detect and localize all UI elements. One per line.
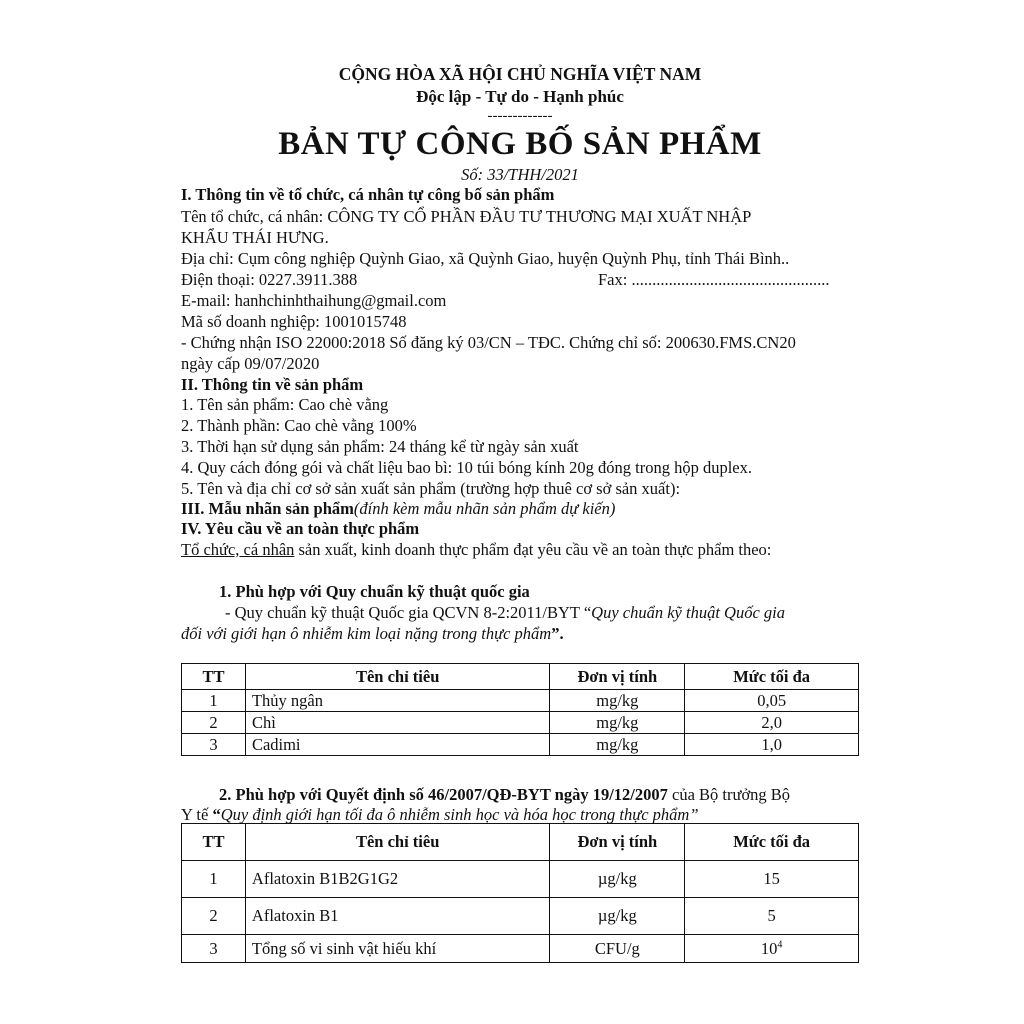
col-header-unit: Đơn vị tính — [550, 824, 685, 861]
sub2-line1-bold: 2. Phù hợp với Quyết định số 46/2007/QĐ-BYT ngày 19/12/2007 — [219, 785, 668, 804]
org-email: E-mail: hanhchinhthaihung@gmail.com — [181, 291, 447, 310]
sub2-line2-italic: Quy định giới hạn tối đa ô nhiễm sinh học và hóa học trong thực phẩm” — [220, 805, 699, 824]
cell-unit: mg/kg — [550, 734, 685, 756]
section3-note: (đính kèm mẫu nhãn sản phẩm dự kiến) — [353, 499, 616, 518]
org-address: Địa chỉ: Cụm công nghiệp Quỳnh Giao, xã Quỳnh Giao, huyện Quỳnh Phụ, tỉnh Thái Bình.. — [181, 249, 790, 268]
org-tax-code: Mã số doanh nghiệp: 1001015748 — [181, 312, 407, 331]
country-header: CỘNG HÒA XÃ HỘI CHỦ NGHĨA VIỆT NAM — [338, 64, 702, 84]
org-name-line2: KHẨU THÁI HƯNG. — [181, 228, 329, 247]
col-header-unit: Đơn vị tính — [550, 664, 685, 690]
document-number: Số: 33/THH/2021 — [461, 165, 579, 184]
table-header-row — [182, 824, 859, 861]
iso-cert-line1: - Chứng nhận ISO 22000:2018 Số đăng ký 03/CN – TĐC. Chứng chỉ số: 200630.FMS.CN20 — [181, 333, 796, 352]
table-row — [182, 712, 859, 734]
cell-name: Thủy ngân — [245, 690, 549, 712]
cell-max: 5 — [685, 898, 859, 935]
sub1-line2-suffix: ”. — [551, 624, 564, 643]
col-header-name: Tên chỉ tiêu — [245, 824, 550, 861]
sub1-line2 — [181, 623, 564, 644]
section4-intro-underlined: Tổ chức, cá nhân — [181, 540, 295, 559]
sub1-line1-prefix: - Quy chuẩn kỹ thuật Quốc gia QCVN 8-2:2011/BYT “ — [225, 603, 592, 622]
cell-max: 0,05 — [685, 690, 859, 712]
heavy-metals-table — [181, 663, 859, 756]
table-row — [182, 690, 859, 712]
product-ingredients: 2. Thành phần: Cao chè vằng 100% — [181, 416, 417, 435]
cell-max-exponent: 4 — [777, 939, 783, 950]
table-row — [182, 935, 859, 963]
sub2-line2-prefix: Y tế — [181, 805, 213, 824]
cell-name: Tổng số vi sinh vật hiếu khí — [245, 935, 550, 963]
section1-heading: I. Thông tin về tổ chức, cá nhân tự công bố sản phẩm — [181, 185, 555, 204]
sub2-line2-quote: “ — [212, 805, 221, 824]
col-header-tt: TT — [182, 824, 246, 861]
table-row — [182, 861, 859, 898]
cell-tt: 3 — [182, 935, 246, 963]
cell-unit: µg/kg — [550, 898, 685, 935]
cell-tt: 2 — [182, 712, 246, 734]
manufacturer-info: 5. Tên và địa chỉ cơ sở sản xuất sản phẩm (trường hợp thuê cơ sở sản xuất): — [181, 479, 681, 498]
motto: Độc lập - Tự do - Hạnh phúc — [416, 87, 624, 106]
cell-max — [685, 935, 859, 963]
section4-intro — [181, 539, 771, 560]
microbial-table — [181, 823, 859, 963]
sub1-line2-italic: đối với giới hạn ô nhiễm kim loại nặng trong thực phẩm — [181, 624, 552, 643]
cell-max-base: 10 — [760, 938, 778, 958]
cell-name: Chì — [245, 712, 549, 734]
org-phone: Điện thoại: 0227.3911.388 — [181, 270, 358, 289]
cell-tt: 1 — [182, 861, 246, 898]
section2-heading: II. Thông tin về sản phẩm — [181, 375, 364, 394]
org-name-line1: Tên tổ chức, cá nhân: CÔNG TY CỔ PHẦN ĐẦU TƯ THƯƠNG MẠI XUẤT NHẬP — [181, 207, 752, 226]
sub2-line1 — [219, 784, 790, 805]
sub1-line1-italic: Quy chuẩn kỹ thuật Quốc gia — [591, 603, 785, 622]
header-divider: ------------- — [487, 108, 553, 124]
cell-unit: CFU/g — [550, 935, 685, 963]
col-header-tt: TT — [182, 664, 246, 690]
cell-tt: 1 — [182, 690, 246, 712]
cell-name: Aflatoxin B1B2G1G2 — [245, 861, 550, 898]
document-title: BẢN TỰ CÔNG BỐ SẢN PHẨM — [278, 126, 762, 162]
section3-line — [181, 498, 615, 519]
sub1-line1 — [225, 602, 785, 623]
product-shelf-life: 3. Thời hạn sử dụng sản phẩm: 24 tháng kể từ ngày sản xuất — [181, 437, 579, 456]
cell-name: Aflatoxin B1 — [245, 898, 550, 935]
sub1-heading: 1. Phù hợp với Quy chuẩn kỹ thuật quốc gia — [219, 582, 530, 601]
cell-unit: mg/kg — [550, 690, 685, 712]
col-header-name: Tên chỉ tiêu — [245, 664, 549, 690]
iso-cert-line2: ngày cấp 09/07/2020 — [181, 354, 320, 373]
sub2-line2 — [181, 804, 699, 825]
cell-max: 1,0 — [685, 734, 859, 756]
sub2-line1-rest: của Bộ trưởng Bộ — [667, 785, 791, 804]
cell-tt: 2 — [182, 898, 246, 935]
table-row — [182, 734, 859, 756]
product-packaging: 4. Quy cách đóng gói và chất liệu bao bì: 10 túi bóng kính 20g đóng trong hộp duplex. — [181, 458, 752, 477]
col-header-max: Mức tối đa — [685, 824, 859, 861]
cell-unit: µg/kg — [550, 861, 685, 898]
table-header-row — [182, 664, 859, 690]
cell-unit: mg/kg — [550, 712, 685, 734]
cell-name: Cadimi — [245, 734, 549, 756]
org-fax: Fax: ................................................ — [598, 270, 830, 289]
table-row — [182, 898, 859, 935]
col-header-max: Mức tối đa — [685, 664, 859, 690]
product-name: 1. Tên sản phẩm: Cao chè vằng — [181, 395, 389, 414]
cell-max: 2,0 — [685, 712, 859, 734]
cell-tt: 3 — [182, 734, 246, 756]
section3-heading: III. Mẫu nhãn sản phẩm — [181, 499, 354, 518]
cell-max: 15 — [685, 861, 859, 898]
section4-intro-rest: sản xuất, kinh doanh thực phẩm đạt yêu cầu về an toàn thực phẩm theo: — [294, 540, 772, 559]
section4-heading: IV. Yêu cầu về an toàn thực phẩm — [181, 519, 420, 538]
